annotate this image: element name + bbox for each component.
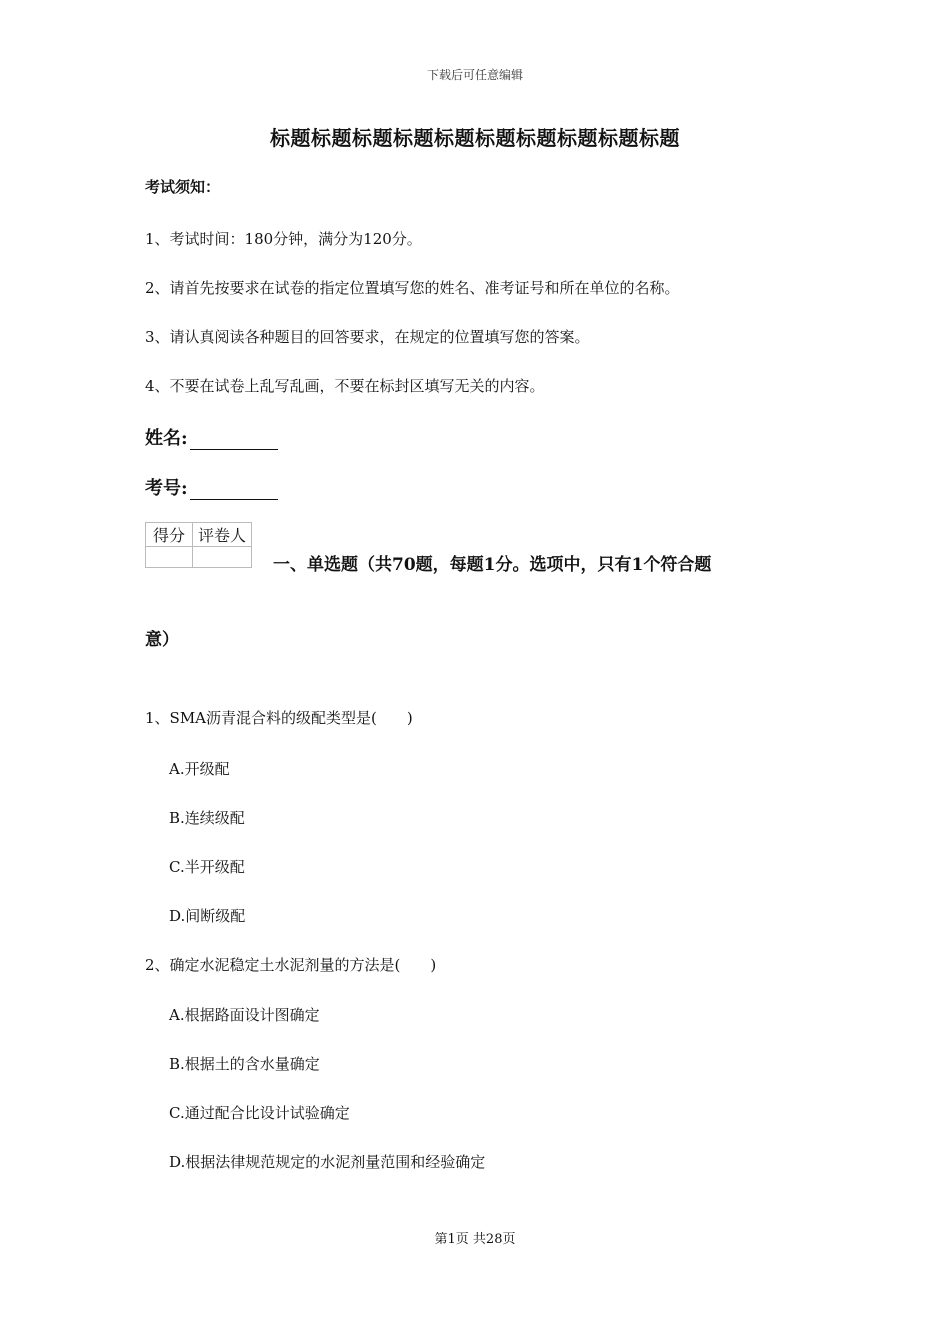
grader-cell[interactable]: [193, 547, 252, 568]
notice-item: 2、请首先按要求在试卷的指定位置填写您的姓名、准考证号和所在单位的名称。: [145, 279, 680, 297]
name-label: 姓名:: [145, 428, 188, 449]
score-table: [145, 522, 252, 568]
name-blank-line[interactable]: [190, 429, 278, 450]
question-option: A.开级配: [169, 760, 230, 778]
question-option: C.半开级配: [169, 858, 245, 876]
header-note: 下载后可任意编辑: [426, 68, 523, 82]
grader-header: 评卷人: [193, 523, 252, 547]
question-option: B.连续级配: [169, 809, 245, 827]
exam-number-blank-line[interactable]: [190, 479, 278, 500]
exam-number-field: [145, 474, 278, 500]
question-option: D.根据法律规范规定的水泥剂量范围和经验确定: [169, 1153, 486, 1171]
question-stem: 1、SMA沥青混合料的级配类型是( ): [145, 709, 413, 727]
question-option: D.间断级配: [169, 907, 246, 925]
section-heading-continued: 意）: [145, 630, 179, 650]
question-stem: 2、确定水泥稳定土水泥剂量的方法是( ): [145, 956, 437, 974]
question-option: A.根据路面设计图确定: [169, 1006, 320, 1024]
notice-item: 4、不要在试卷上乱写乱画，不要在标封区填写无关的内容。: [145, 377, 545, 395]
document-title: 标题标题标题标题标题标题标题标题标题标题: [270, 126, 680, 150]
name-field: [145, 424, 278, 450]
notice-item: 1、考试时间：180分钟，满分为120分。: [145, 230, 422, 248]
section-heading: 一、单选题（共70题，每题1分。选项中，只有1个符合题: [273, 555, 712, 575]
notice-heading: 考试须知：: [145, 178, 221, 196]
question-option: C.通过配合比设计试验确定: [169, 1104, 350, 1122]
score-cell[interactable]: [146, 547, 193, 568]
exam-number-label: 考号:: [145, 478, 188, 499]
question-option: B.根据土的含水量确定: [169, 1055, 320, 1073]
notice-item: 3、请认真阅读各种题目的回答要求，在规定的位置填写您的答案。: [145, 328, 590, 346]
score-header: 得分: [146, 523, 193, 547]
page-footer: 第1页 共28页: [434, 1232, 516, 1247]
